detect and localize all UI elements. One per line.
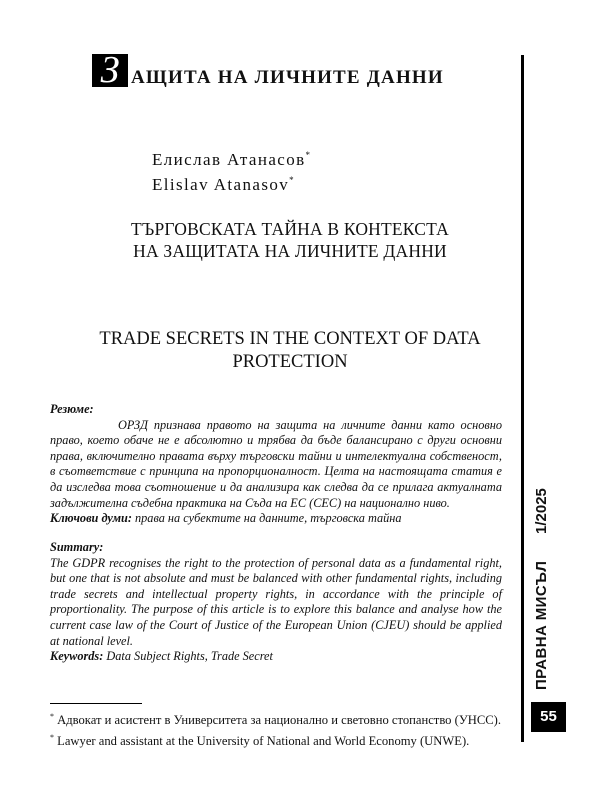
section-title: АЩИТА НА ЛИЧНИТЕ ДАННИ [131,67,444,88]
journal-name: ПРАВНА МИСЪЛ [533,560,550,690]
page-number: 55 [531,702,566,732]
abstract-bg-label: Резюме: [50,402,94,416]
footnote-bg: * Адвокат и асистент в Университета за национално и световно стопанство (УНСС). [50,712,501,727]
author-en: Elislav Atanasov* [152,175,296,194]
author-bg: Елислав Атанасов* [152,150,312,169]
abstract-en [50,540,502,665]
footnote-divider [50,703,142,704]
running-header [529,488,563,688]
authors [152,145,311,195]
footnote-en: * Lawyer and assistant at the University of National and World Economy (UNWE). [50,733,470,748]
abstract-en-label: Summary: [50,540,104,554]
section-header [92,49,444,91]
footnotes [50,708,501,750]
vertical-rule [521,55,524,742]
issue-number: 1/2025 [533,488,550,534]
article-title-bg: ТЪРГОВСКАТА ТАЙНА В КОНТЕКСТА НА ЗАЩИТАТА НА ЛИЧНИТЕ ДАННИ [131,219,449,261]
keywords-en: Keywords: Data Subject Rights, Trade Secret [50,649,273,664]
article-title-en: TRADE SECRETS IN THE CONTEXT OF DATA PROTECTION [99,329,481,372]
keywords-bg: Ключови думи: права на субектите на данните, търговска тайна [50,511,402,526]
abstract-bg [50,402,502,527]
abstract-bg-body: ОРЗД признава правото на защита на личните данни като основно право, което обаче не е абсолютно и трябва да бъде балансирано с други основни права, включително правата върху търговски тайни и интелектуална собственост, в съответствие с принципа на пропорционалност. Целта на настоящата статия е да изследва това съотношение и да анализира как следва да се прилага актуалната задължителна съдебна практика на Съда на ЕС (СЕС) на национално ниво. [50,417,502,510]
abstract-en-body: The GDPR recognises the right to the protection of personal data as a fundamental right, but one that is not absolute and must be balanced with other fundamental rights, including trade secrets and intellectual property rights, in accordance with the principle of proportionality. The purpose of this article is to explore this balance and analyse how the current case law of the Court of Justice of the European Union (CJEU) should be applied at national level. [50,555,502,648]
section-dropcap: З [92,54,128,87]
